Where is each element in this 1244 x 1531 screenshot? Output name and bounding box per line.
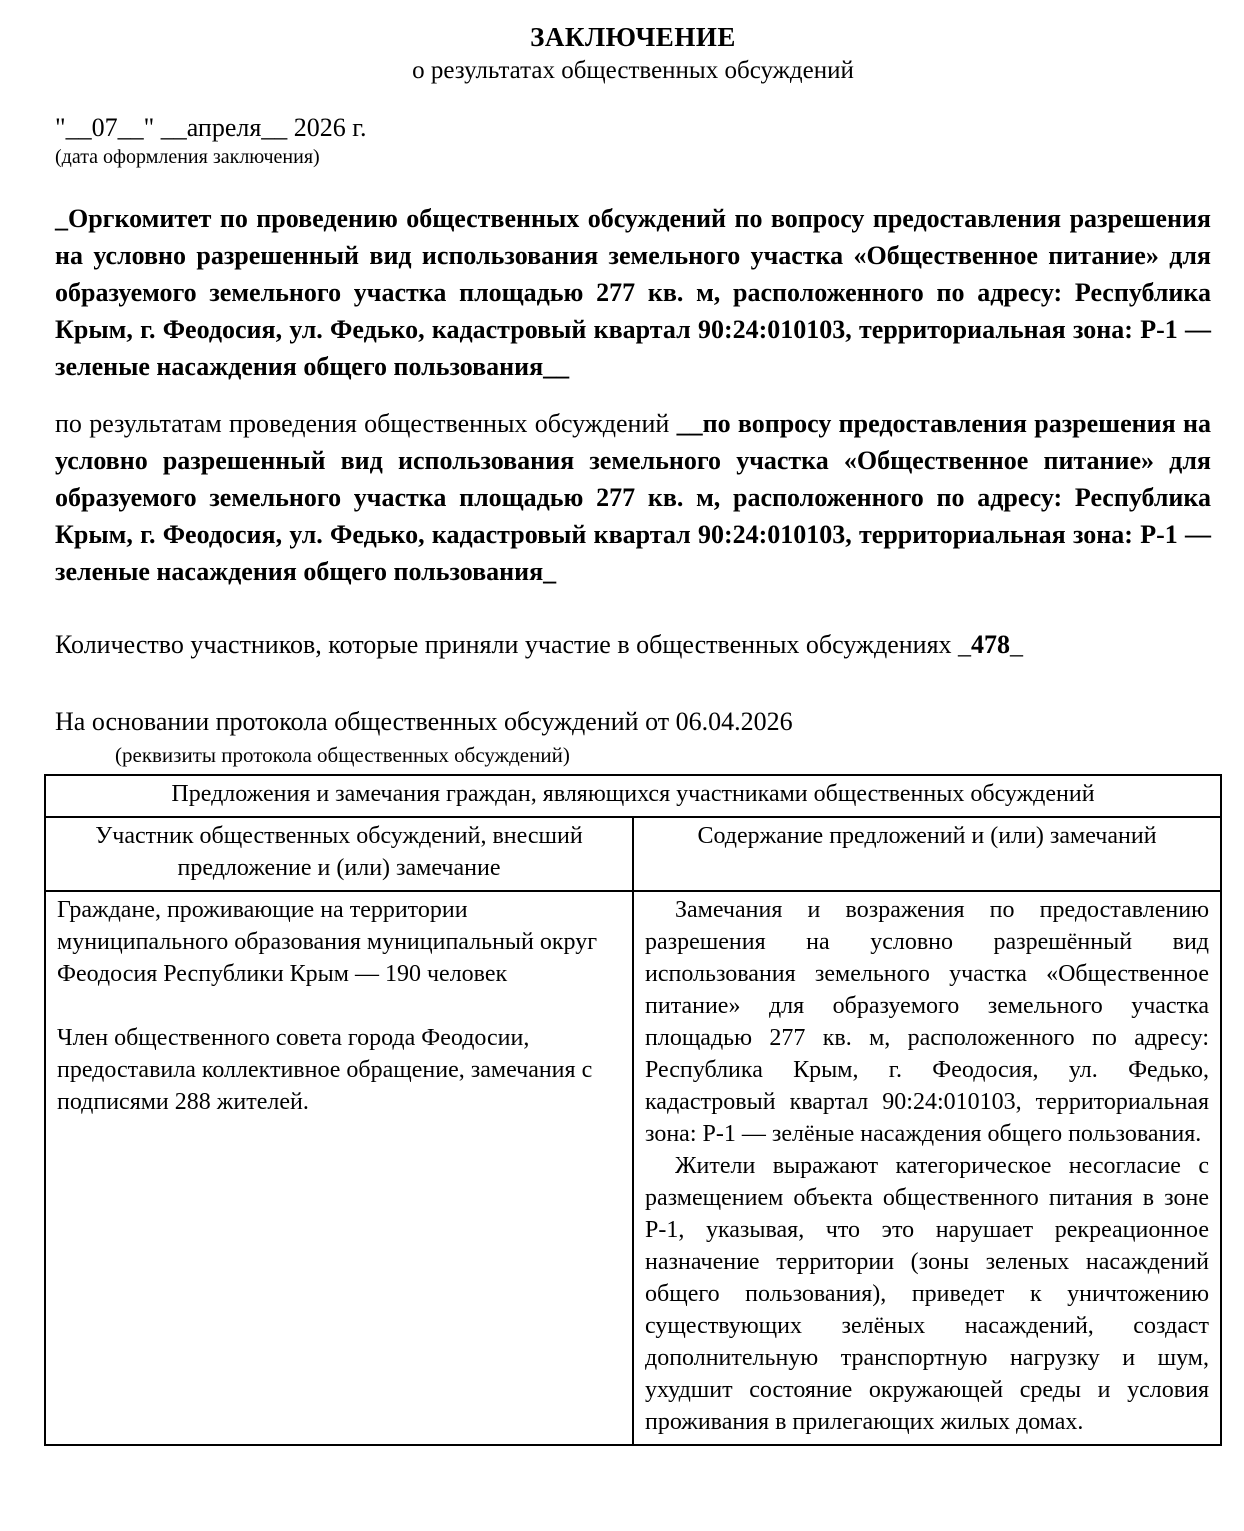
content-paragraph-1: Замечания и возражения по предоставлению разрешения на условно разрешённый вид использования земельного участка «Общественное питание» для образуемого земельного участка площадью 277 кв. м, расположенного по адресу: Республика Крым, г. Феодосия, ул. Федько, кадастровый квартал 90:24:010103, территориальная зона: Р-1 — зелёные насаждения общего пользования. (645, 897, 1209, 1147)
participant-paragraph-1: Граждане, проживающие на территории муниципального образования муниципальный округ Феодосия Республики Крым — 190 человек (57, 897, 598, 987)
content-paragraph-2: Жители выражают категорическое несогласие с размещением объекта общественного питания в зоне Р-1, указывая, что это нарушает рекреационное назначение территории (зоны зеленых насаждений общего пользования), приведет к уничтожению существующих зелёных насаждений, создаст дополнительную транспортную нагрузку и шум, ухудшит состояние окружающей среды и условия проживания в прилегающих жилых домах. (645, 1153, 1209, 1435)
participants-label: Количество участников, которые приняли участие в общественных обсуждениях (55, 630, 959, 659)
protocol-caption: (реквизиты протокола общественных обсуждений) (115, 743, 570, 767)
table-title-row (45, 775, 1221, 817)
results-paragraph-bold: __по вопросу предоставления разрешения на условно разрешенный вид использования земельного участка «Общественное питание» для образуемого земельного участка площадью 277 кв. м, расположенного по адресу: Республика Крым, г. Феодосия, ул. Федько, кадастровый квартал 90:24:010103, территориальная зона: Р-1 — зеленые насаждения общего пользования_ (55, 409, 1211, 586)
table-title-cell: Предложения и замечания граждан, являющихся участниками общественных обсуждений (45, 775, 1221, 817)
participant-column-header: Участник общественных обсуждений, внесший предложение и (или) замечание (45, 817, 633, 891)
document-subtitle: о результатах общественных обсуждений (412, 57, 854, 84)
participants-underscore-left: _ (958, 630, 972, 659)
protocol-line: На основании протокола общественных обсуждений от 06.04.2026 (55, 707, 793, 736)
participant-paragraph-2: Член общественного совета города Феодосии, предоставила коллективное обращение, замечания с подписями 288 жителей. (57, 1025, 593, 1115)
date-line: "__07__" __апреля__ 2026 г. (55, 113, 367, 142)
participants-line (55, 626, 1211, 663)
committee-paragraph: _Оргкомитет по проведению общественных обсуждений по вопросу предоставления разрешения на условно разрешенный вид использования земельного участка «Общественное питание» для образуемого земельного участка площадью 277 кв. м, расположенного по адресу: Республика Крым, г. Феодосия, ул. Федько, кадастровый квартал 90:24:010103, территориальная зона: Р-1 — зеленые насаждения общего пользования__ (55, 204, 1211, 381)
participants-underscore-right: _ (1010, 630, 1024, 659)
document-title: ЗАКЛЮЧЕНИЕ (530, 22, 736, 52)
table-header-row (45, 817, 1221, 891)
results-paragraph (55, 405, 1211, 590)
comments-table (44, 774, 1222, 1446)
participant-cell (45, 891, 633, 1445)
table-body-row (45, 891, 1221, 1445)
content-column-header: Содержание предложений и (или) замечаний (633, 817, 1221, 891)
content-cell (633, 891, 1221, 1445)
results-paragraph-prefix: по результатам проведения общественных обсуждений (55, 409, 677, 438)
participants-count: 478 (971, 630, 1011, 659)
date-caption: (дата оформления заключения) (55, 146, 320, 168)
